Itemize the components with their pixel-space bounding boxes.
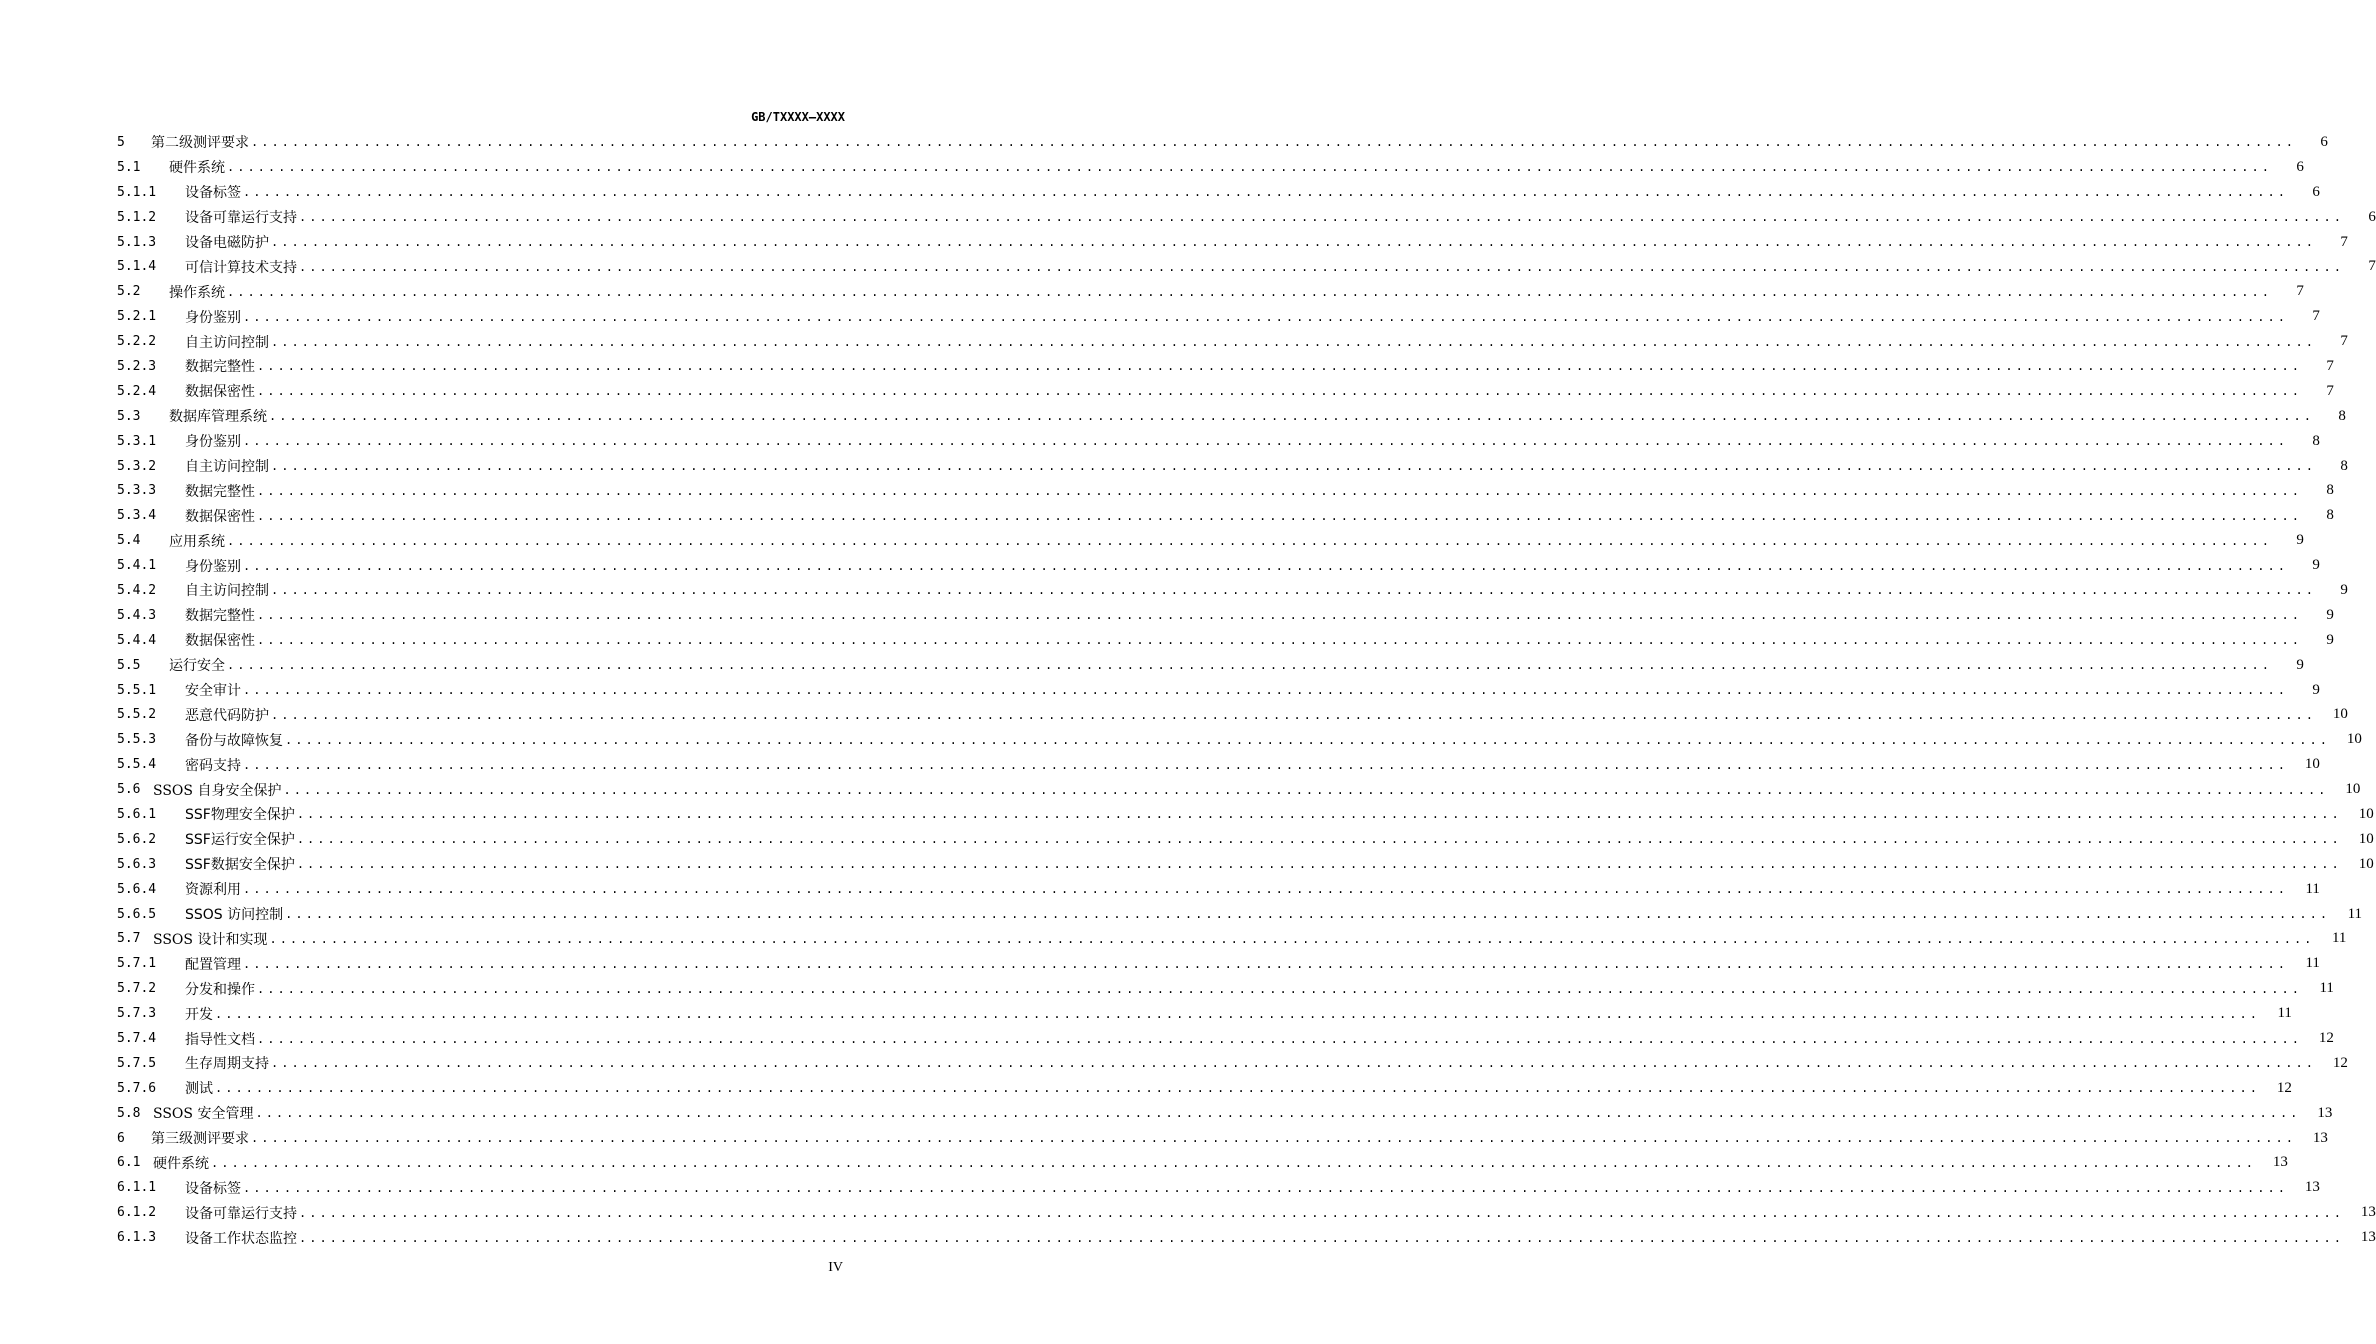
toc-dot-leader: ........................................................................................................................................................................................................ bbox=[299, 210, 2344, 225]
toc-entry-page: 11 bbox=[2277, 1005, 2292, 1022]
toc-entry-number: 5.5.4 bbox=[117, 757, 157, 773]
page-number: IV bbox=[828, 1260, 843, 1275]
toc-entry-number: 5.2.3 bbox=[117, 358, 157, 374]
toc-entry-number: 5.1.3 bbox=[117, 234, 157, 250]
toc-entry-number: 5.3 bbox=[117, 408, 141, 424]
toc-entry-page: 11 bbox=[2331, 930, 2347, 947]
toc-dot-leader: ........................................................................................................................................................................................................ bbox=[257, 359, 2302, 374]
toc-entry[interactable] bbox=[117, 852, 2374, 877]
toc-entry[interactable] bbox=[117, 130, 2328, 155]
toc-entry-number: 5.6.2 bbox=[117, 831, 157, 847]
toc-entry-number: 5.2.1 bbox=[117, 309, 157, 325]
toc-dot-leader: ........................................................................................................................................................................................................ bbox=[271, 235, 2316, 249]
toc-dot-leader: ........................................................................................................................................................................................................ bbox=[271, 334, 2316, 349]
toc-entry-title: 设备工作状态监控 bbox=[185, 1230, 297, 1247]
toc-entry-page: 13 bbox=[2360, 1204, 2376, 1221]
toc-entry-page: 8 bbox=[2338, 407, 2346, 424]
toc-dot-leader: ........................................................................................................................................................................................................ bbox=[271, 1056, 2316, 1071]
toc-entry-page: 10 bbox=[2358, 805, 2374, 822]
toc-entry[interactable] bbox=[117, 628, 2334, 653]
toc-entry-title: 资源利用 bbox=[185, 882, 241, 899]
toc-entry-title: 身份鉴别 bbox=[185, 434, 241, 451]
toc-entry-page: 9 bbox=[2326, 631, 2334, 648]
toc-entry-number: 5.7.5 bbox=[117, 1055, 157, 1071]
toc-dot-leader: ........................................................................................................................................................................................................ bbox=[299, 1230, 2344, 1245]
toc-entry-title: 应用系统 bbox=[169, 533, 225, 550]
toc-entry-title: 开发 bbox=[185, 1006, 213, 1023]
toc-entry-number: 5.6.4 bbox=[117, 881, 157, 897]
toc-entry[interactable] bbox=[117, 578, 2348, 603]
toc-entry-number: 5.7 bbox=[117, 931, 141, 947]
toc-entry-number: 5.1.4 bbox=[117, 259, 157, 275]
toc-entry-page: 7 bbox=[2326, 357, 2334, 374]
toc-entry-title: SSOS 访问控制 bbox=[185, 907, 284, 924]
toc-entry-title: 数据完整性 bbox=[185, 608, 255, 625]
toc-entry-title: 自主访问控制 bbox=[185, 334, 269, 351]
toc-entry[interactable] bbox=[117, 180, 2320, 205]
toc-entry[interactable] bbox=[117, 1151, 2288, 1176]
toc-entry-page: 12 bbox=[2332, 1054, 2348, 1071]
toc-entry-number: 6.1.2 bbox=[117, 1205, 157, 1221]
toc-dot-leader: ........................................................................................................................................................................................................ bbox=[283, 782, 2329, 797]
toc-entry-number: 5.1.2 bbox=[117, 209, 157, 225]
table-of-contents bbox=[117, 130, 2376, 1250]
toc-dot-leader: ........................................................................................................................................................................................................ bbox=[243, 757, 2288, 772]
toc-dot-leader: ........................................................................................................................................................................................................ bbox=[257, 608, 2302, 623]
toc-entry[interactable] bbox=[117, 827, 2374, 852]
toc-entry-number: 6.1.1 bbox=[117, 1180, 157, 1196]
toc-entry-number: 5.7.2 bbox=[117, 981, 157, 997]
toc-entry-page: 10 bbox=[2304, 756, 2320, 773]
toc-entry-number: 5.1 bbox=[117, 159, 141, 175]
toc-entry-page: 11 bbox=[2347, 905, 2363, 922]
toc-entry-number: 5.5.1 bbox=[117, 682, 157, 698]
toc-entry-title: 指导性文档 bbox=[185, 1031, 255, 1048]
toc-entry-title: 恶意代码防护 bbox=[185, 707, 269, 724]
toc-entry[interactable] bbox=[117, 503, 2334, 528]
toc-entry-number: 5.7.4 bbox=[117, 1031, 157, 1046]
toc-entry-title: SSF物理安全保护 bbox=[185, 807, 295, 824]
toc-entry-title: 安全审计 bbox=[185, 683, 241, 700]
toc-dot-leader: ........................................................................................................................................................................................................ bbox=[243, 309, 2288, 324]
toc-entry-title: 运行安全 bbox=[169, 658, 225, 675]
toc-entry-page: 7 bbox=[2368, 258, 2376, 275]
toc-entry-number: 6 bbox=[117, 1130, 125, 1146]
toc-entry[interactable] bbox=[117, 404, 2346, 429]
toc-dot-leader: ........................................................................................................................................................................................................ bbox=[299, 259, 2344, 274]
toc-entry-page: 8 bbox=[2312, 432, 2320, 449]
toc-dot-leader: ........................................................................................................................................................................................................ bbox=[285, 907, 2331, 922]
toc-entry-page: 13 bbox=[2317, 1104, 2333, 1121]
toc-entry-page: 13 bbox=[2312, 1129, 2328, 1146]
toc-dot-leader: ........................................................................................................................................................................................................ bbox=[251, 1131, 2296, 1146]
toc-entry[interactable] bbox=[117, 1026, 2334, 1051]
toc-entry-title: 数据保密性 bbox=[185, 508, 255, 525]
toc-entry[interactable] bbox=[117, 976, 2334, 1001]
toc-entry-number: 5.6.3 bbox=[117, 856, 157, 872]
toc-entry-number: 6.1.3 bbox=[117, 1230, 157, 1246]
toc-entry[interactable] bbox=[117, 877, 2320, 902]
toc-entry[interactable] bbox=[117, 205, 2376, 230]
toc-entry-title: 分发和操作 bbox=[185, 981, 255, 998]
toc-entry-number: 5.4.2 bbox=[117, 582, 157, 598]
toc-entry-title: 自主访问控制 bbox=[185, 459, 269, 476]
toc-entry-title: 身份鉴别 bbox=[185, 558, 241, 575]
toc-entry-page: 6 bbox=[2320, 133, 2328, 150]
toc-entry-title: 数据库管理系统 bbox=[169, 409, 267, 426]
toc-entry-title: 数据完整性 bbox=[185, 359, 255, 376]
toc-entry-page: 9 bbox=[2312, 557, 2320, 574]
toc-entry[interactable] bbox=[117, 279, 2304, 304]
document-code: GB/TXXXX—XXXX bbox=[751, 110, 845, 124]
toc-entry[interactable] bbox=[117, 727, 2362, 752]
toc-entry-number: 5.3.4 bbox=[117, 508, 157, 524]
toc-entry-page: 11 bbox=[2305, 955, 2320, 972]
toc-dot-leader: ........................................................................................................................................................................................................ bbox=[227, 658, 2272, 673]
toc-entry-number: 5.4 bbox=[117, 533, 141, 549]
toc-dot-leader: ........................................................................................................................................................................................................ bbox=[299, 1205, 2344, 1220]
toc-dot-leader: ........................................................................................................................................................................................................ bbox=[243, 1180, 2288, 1195]
toc-entry-number: 5.6.1 bbox=[117, 806, 157, 822]
toc-entry-title: 测试 bbox=[185, 1081, 213, 1098]
toc-entry[interactable] bbox=[117, 1175, 2320, 1200]
toc-entry-title: 数据保密性 bbox=[185, 633, 255, 650]
toc-entry-title: 硬件系统 bbox=[153, 1155, 209, 1172]
toc-entry-title: 设备标签 bbox=[185, 185, 241, 202]
toc-entry-page: 10 bbox=[2358, 830, 2374, 847]
toc-entry-number: 5.2.2 bbox=[117, 334, 157, 350]
toc-entry[interactable] bbox=[117, 1051, 2348, 1076]
toc-dot-leader: ........................................................................................................................................................................................................ bbox=[269, 931, 2315, 946]
toc-entry-title: 第二级测评要求 bbox=[151, 135, 249, 152]
toc-dot-leader: ........................................................................................................................................................................................................ bbox=[257, 633, 2302, 648]
toc-dot-leader: ........................................................................................................................................................................................................ bbox=[243, 956, 2288, 971]
toc-entry-number: 5.3.2 bbox=[117, 458, 157, 474]
toc-entry-title: 硬件系统 bbox=[169, 160, 225, 177]
toc-dot-leader: ........................................................................................................................................................................................................ bbox=[227, 533, 2272, 548]
toc-entry-page: 11 bbox=[2305, 880, 2320, 897]
toc-entry[interactable] bbox=[117, 429, 2320, 454]
toc-entry-page: 9 bbox=[2312, 681, 2320, 698]
toc-entry[interactable] bbox=[117, 653, 2304, 678]
toc-entry-title: SSF数据安全保护 bbox=[185, 857, 295, 874]
toc-entry-page: 13 bbox=[2272, 1154, 2288, 1171]
toc-dot-leader: ........................................................................................................................................................................................................ bbox=[243, 185, 2288, 200]
toc-dot-leader: ........................................................................................................................................................................................................ bbox=[243, 434, 2288, 449]
toc-entry[interactable] bbox=[117, 329, 2348, 354]
toc-entry[interactable] bbox=[117, 902, 2363, 927]
toc-entry-page: 9 bbox=[2296, 532, 2304, 549]
toc-entry[interactable] bbox=[117, 354, 2334, 379]
toc-dot-leader: ........................................................................................................................................................................................................ bbox=[251, 135, 2296, 150]
toc-entry-title: 操作系统 bbox=[169, 284, 225, 301]
toc-entry-page: 9 bbox=[2326, 606, 2334, 623]
toc-dot-leader: ........................................................................................................................................................................................................ bbox=[271, 583, 2316, 598]
toc-entry[interactable] bbox=[117, 1126, 2328, 1151]
toc-entry[interactable] bbox=[117, 454, 2348, 479]
toc-dot-leader: ........................................................................................................................................................................................................ bbox=[257, 1031, 2302, 1046]
toc-entry[interactable] bbox=[117, 1076, 2292, 1101]
toc-entry-page: 7 bbox=[2326, 382, 2334, 399]
toc-dot-leader: ........................................................................................................................................................................................................ bbox=[227, 160, 2272, 175]
toc-entry-page: 6 bbox=[2368, 208, 2376, 225]
toc-entry[interactable] bbox=[117, 1001, 2292, 1026]
toc-entry-number: 5.3.1 bbox=[117, 433, 157, 449]
toc-entry[interactable] bbox=[117, 777, 2361, 802]
toc-entry[interactable] bbox=[117, 528, 2304, 553]
toc-dot-leader: ........................................................................................................................................................................................................ bbox=[271, 707, 2316, 722]
toc-entry[interactable] bbox=[117, 678, 2320, 703]
toc-dot-leader: ........................................................................................................................................................................................................ bbox=[243, 882, 2288, 897]
toc-entry-title: 设备标签 bbox=[185, 1180, 241, 1197]
toc-entry[interactable] bbox=[117, 603, 2334, 628]
toc-dot-leader: ........................................................................................................................................................................................................ bbox=[296, 832, 2342, 847]
toc-entry-page: 8 bbox=[2326, 482, 2334, 499]
toc-dot-leader: ........................................................................................................................................................................................................ bbox=[296, 807, 2342, 822]
toc-entry-number: 5.3.3 bbox=[117, 483, 157, 499]
toc-entry-page: 7 bbox=[2340, 233, 2348, 250]
toc-entry-number: 5.5 bbox=[117, 657, 141, 673]
toc-entry[interactable] bbox=[117, 802, 2374, 827]
toc-entry-title: 备份与故障恢复 bbox=[185, 732, 283, 749]
toc-entry-page: 10 bbox=[2346, 731, 2362, 748]
toc-dot-leader: ........................................................................................................................................................................................................ bbox=[285, 732, 2330, 747]
toc-entry-page: 10 bbox=[2345, 781, 2361, 798]
toc-entry[interactable] bbox=[117, 155, 2304, 180]
toc-entry[interactable] bbox=[117, 254, 2376, 279]
toc-entry-title: 生存周期支持 bbox=[185, 1056, 269, 1073]
toc-entry-title: 身份鉴别 bbox=[185, 309, 241, 326]
toc-entry-number: 5.5.2 bbox=[117, 707, 157, 723]
toc-entry-page: 8 bbox=[2326, 507, 2334, 524]
toc-entry-page: 6 bbox=[2296, 158, 2304, 175]
toc-dot-leader: ........................................................................................................................................................................................................ bbox=[255, 1106, 2301, 1121]
toc-entry-title: 可信计算技术支持 bbox=[185, 259, 297, 276]
toc-entry[interactable] bbox=[117, 951, 2320, 976]
toc-entry-number: 5.4.4 bbox=[117, 632, 157, 648]
toc-dot-leader: ........................................................................................................................................................................................................ bbox=[227, 284, 2272, 299]
toc-entry-page: 7 bbox=[2312, 308, 2320, 325]
toc-entry-title: SSOS 设计和实现 bbox=[153, 931, 268, 948]
toc-dot-leader: ........................................................................................................................................................................................................ bbox=[243, 683, 2288, 698]
toc-entry-page: 6 bbox=[2312, 183, 2320, 200]
toc-entry-number: 5.4.1 bbox=[117, 558, 157, 574]
toc-entry[interactable] bbox=[117, 927, 2347, 952]
toc-entry-page: 11 bbox=[2319, 980, 2334, 997]
toc-entry-number: 5.5.3 bbox=[117, 732, 157, 748]
toc-entry-title: SSF运行安全保护 bbox=[185, 832, 295, 849]
toc-entry-page: 13 bbox=[2304, 1179, 2320, 1196]
toc-dot-leader: ........................................................................................................................................................................................................ bbox=[211, 1155, 2256, 1170]
toc-entry-title: 数据保密性 bbox=[185, 384, 255, 401]
toc-entry-number: 6.1 bbox=[117, 1155, 141, 1171]
toc-entry[interactable] bbox=[117, 1101, 2333, 1126]
toc-entry-title: 密码支持 bbox=[185, 757, 241, 774]
toc-entry[interactable] bbox=[117, 230, 2348, 255]
toc-entry-page: 12 bbox=[2318, 1030, 2334, 1046]
toc-entry[interactable] bbox=[117, 553, 2320, 578]
toc-entry-number: 5.8 bbox=[117, 1105, 141, 1121]
toc-entry[interactable] bbox=[117, 1200, 2376, 1225]
toc-dot-leader: ........................................................................................................................................................................................................ bbox=[257, 483, 2302, 498]
toc-entry-number: 5.2 bbox=[117, 284, 141, 300]
toc-entry-title: 配置管理 bbox=[185, 956, 241, 973]
toc-dot-leader: ........................................................................................................................................................................................................ bbox=[257, 981, 2302, 996]
toc-entry-title: SSOS 安全管理 bbox=[153, 1106, 254, 1123]
toc-entry-number: 5.7.6 bbox=[117, 1080, 157, 1096]
toc-entry-page: 9 bbox=[2340, 581, 2348, 598]
toc-entry[interactable] bbox=[117, 304, 2320, 329]
toc-entry-title: 设备电磁防护 bbox=[185, 235, 269, 251]
toc-dot-leader: ........................................................................................................................................................................................................ bbox=[257, 508, 2302, 523]
toc-entry-title: 第三级测评要求 bbox=[151, 1131, 249, 1148]
toc-entry-number: 5.2.4 bbox=[117, 383, 157, 399]
toc-dot-leader: ........................................................................................................................................................................................................ bbox=[271, 459, 2316, 474]
toc-entry-page: 7 bbox=[2340, 333, 2348, 350]
toc-entry[interactable] bbox=[117, 752, 2320, 777]
toc-entry-page: 12 bbox=[2276, 1079, 2292, 1096]
toc-entry[interactable] bbox=[117, 702, 2348, 727]
toc-entry-page: 10 bbox=[2358, 855, 2374, 872]
toc-dot-leader: ........................................................................................................................................................................................................ bbox=[243, 558, 2288, 573]
toc-entry-title: SSOS 自身安全保护 bbox=[153, 782, 282, 799]
toc-entry-page: 9 bbox=[2296, 656, 2304, 673]
toc-entry-page: 7 bbox=[2296, 283, 2304, 300]
toc-dot-leader: ........................................................................................................................................................................................................ bbox=[215, 1006, 2260, 1021]
toc-entry[interactable] bbox=[117, 478, 2334, 503]
toc-entry-number: 5.7.3 bbox=[117, 1006, 157, 1022]
toc-entry-number: 5.6.5 bbox=[117, 906, 157, 922]
toc-entry-title: 设备可靠运行支持 bbox=[185, 210, 297, 227]
toc-entry[interactable] bbox=[117, 379, 2334, 404]
toc-entry-number: 5 bbox=[117, 134, 125, 150]
toc-dot-leader: ........................................................................................................................................................................................................ bbox=[215, 1081, 2260, 1096]
toc-entry-number: 5.6 bbox=[117, 782, 141, 798]
toc-entry-number: 5.4.3 bbox=[117, 607, 157, 623]
toc-entry-number: 5.7.1 bbox=[117, 956, 157, 972]
toc-dot-leader: ........................................................................................................................................................................................................ bbox=[269, 409, 2314, 424]
toc-dot-leader: ........................................................................................................................................................................................................ bbox=[296, 857, 2342, 872]
toc-entry-title: 数据完整性 bbox=[185, 483, 255, 500]
toc-entry-title: 设备可靠运行支持 bbox=[185, 1205, 297, 1222]
toc-entry[interactable] bbox=[117, 1225, 2376, 1250]
toc-entry-page: 8 bbox=[2340, 457, 2348, 474]
toc-entry-page: 13 bbox=[2360, 1229, 2376, 1246]
toc-entry-page: 10 bbox=[2332, 706, 2348, 723]
toc-entry-number: 5.1.1 bbox=[117, 184, 157, 200]
toc-entry-title: 自主访问控制 bbox=[185, 583, 269, 600]
toc-dot-leader: ........................................................................................................................................................................................................ bbox=[257, 384, 2302, 399]
